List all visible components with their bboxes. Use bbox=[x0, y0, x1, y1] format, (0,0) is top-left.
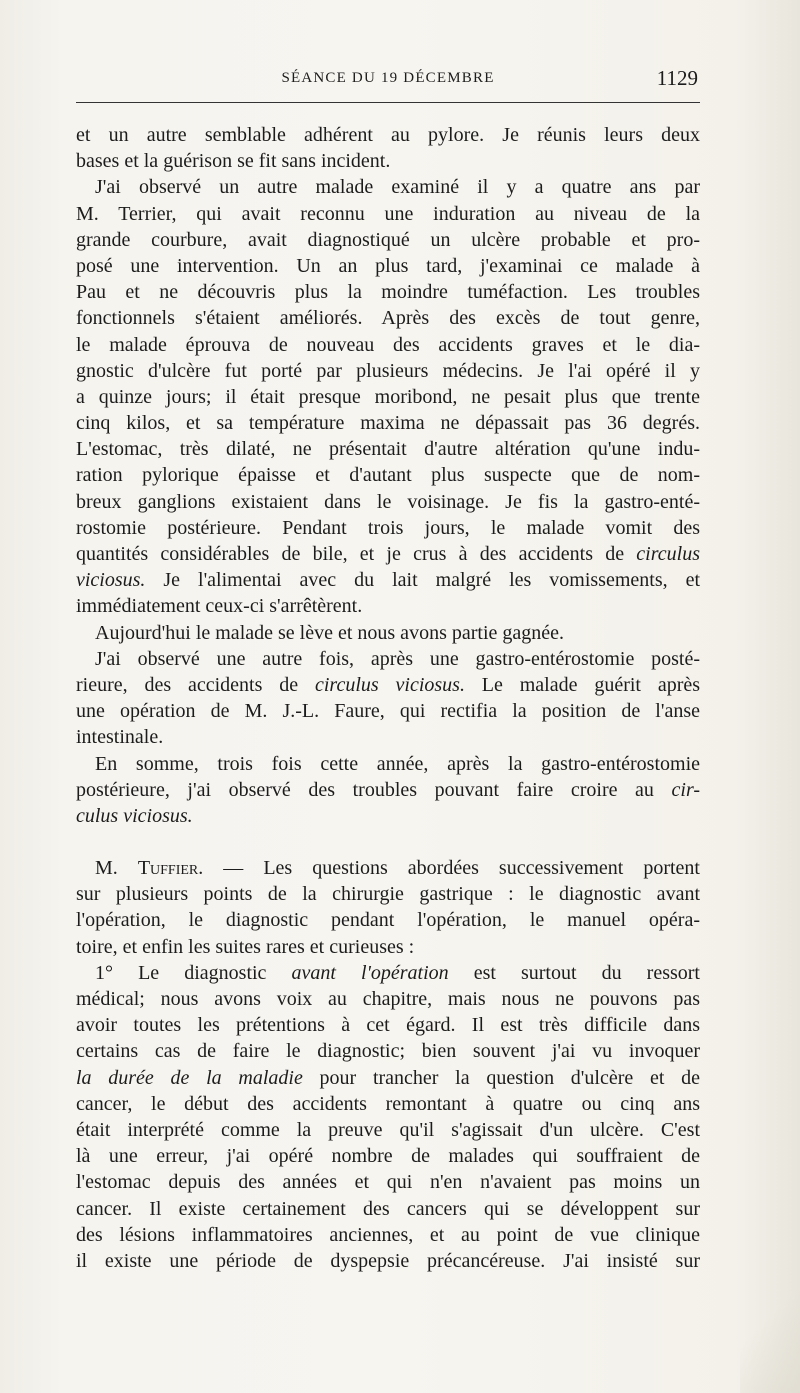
text-line: cinq kilos, et sa température maxima ne dépassait pas 36 degrés. bbox=[76, 412, 700, 435]
text-run: Je l'alimentai avec du lait malgré les vomissements, et bbox=[145, 569, 700, 592]
text-line: le malade éprouva de nouveau des accidents graves et le dia- bbox=[76, 333, 700, 356]
italic-term: la durée de la maladie bbox=[76, 1066, 303, 1089]
text-run: postérieure, j'ai observé des troubles pouvant faire croire au bbox=[76, 778, 672, 801]
text-line: bases et la guérison se fit sans incident. bbox=[76, 150, 391, 173]
text-line bbox=[76, 541, 700, 567]
text-line: cancer. Il existe certainement des cancers qui se développent sur bbox=[76, 1197, 700, 1220]
text-line: J'ai observé un autre malade examiné il y a quatre ans par bbox=[95, 176, 700, 199]
text-line: a quinze jours; il était presque moribond, ne pesait plus que trente bbox=[76, 385, 700, 408]
text-line bbox=[76, 672, 700, 698]
text-line: ration pylorique épaisse et d'autant plus suspecte que de nom- bbox=[76, 464, 700, 487]
text-line bbox=[76, 777, 700, 803]
text-line: Pau et ne découvris plus la moindre tuméfaction. Les troubles bbox=[76, 281, 700, 304]
text-line: certains cas de faire le diagnostic; bien souvent j'ai vu invoquer bbox=[76, 1040, 700, 1063]
text-line: était interprété comme la preuve qu'il s'agissait d'un ulcère. C'est bbox=[76, 1118, 700, 1141]
text-line bbox=[76, 855, 700, 881]
text-line: toire, et enfin les suites rares et curieuses : bbox=[76, 935, 415, 958]
text-line: rostomie postérieure. Pendant trois jours, le malade vomit des bbox=[76, 516, 700, 539]
body-text bbox=[76, 122, 700, 1274]
text-line bbox=[76, 1065, 700, 1091]
text-line bbox=[76, 567, 700, 593]
paragraph-gap bbox=[76, 829, 700, 855]
text-line: Aujourd'hui le malade se lève et nous avons partie gagnée. bbox=[95, 621, 565, 644]
text-line: il existe une période de dyspepsie précancéreuse. J'ai insisté sur bbox=[76, 1249, 700, 1272]
text-run: . — Les questions abordées successivement portent bbox=[198, 857, 700, 880]
text-line: En somme, trois fois cette année, après la gastro-entérostomie bbox=[95, 752, 700, 775]
text-line: L'estomac, très dilaté, ne présentait d'autre altération qu'une indu- bbox=[76, 438, 700, 461]
italic-term: viciosus. bbox=[76, 569, 146, 592]
text-line: et un autre semblable adhérent au pylore. Je réunis leurs deux bbox=[76, 124, 700, 146]
text-run: quantités considérables de bile, et je crus à des accidents de bbox=[76, 543, 637, 565]
text-line: immédiatement ceux-ci s'arrêtèrent. bbox=[76, 595, 363, 618]
text-line: intestinale. bbox=[76, 726, 164, 749]
text-line: une opération de M. J.-L. Faure, qui rectifia la position de l'anse bbox=[76, 700, 700, 723]
italic-term: cir- bbox=[671, 778, 700, 801]
italic-term: circulus bbox=[636, 543, 700, 565]
page-number: 1129 bbox=[656, 66, 698, 90]
text-line: J'ai observé une autre fois, après une gastro-entérostomie posté- bbox=[95, 647, 700, 670]
running-header bbox=[76, 66, 700, 96]
text-line: sur plusieurs points de la chirurgie gastrique : le diagnostic avant bbox=[76, 883, 700, 906]
page-corner-shadow bbox=[740, 1273, 800, 1393]
text-line: fonctionnels s'étaient améliorés. Après des excès de tout genre, bbox=[76, 307, 700, 330]
text-line: l'estomac depuis des années et qui n'en n'avaient pas moins un bbox=[76, 1171, 700, 1194]
text-run: Le malade guérit après bbox=[464, 673, 701, 696]
italic-term: circulus viciosus. bbox=[314, 673, 465, 696]
text-line bbox=[76, 960, 700, 986]
text-line: posé une intervention. Un an plus tard, j'examinai ce malade à bbox=[76, 254, 700, 277]
text-line bbox=[76, 803, 700, 829]
header-title: SÉANCE DU 19 DÉCEMBRE bbox=[281, 70, 495, 86]
text-line: breux ganglions existaient dans le voisinage. Je fis la gastro-enté- bbox=[76, 490, 700, 513]
text-line: avoir toutes les prétentions à cet égard. Il est très difficile dans bbox=[76, 1014, 700, 1037]
text-line: là une erreur, j'ai opéré nombre de malades qui souffraient de bbox=[76, 1145, 700, 1168]
text-line: M. Terrier, qui avait reconnu une induration au niveau de la bbox=[76, 202, 700, 225]
text-run: est surtout du ressort bbox=[448, 961, 700, 984]
text-run: 1° Le diagnostic bbox=[95, 961, 292, 984]
text-line: cancer, le début des accidents remontant à quatre ou cinq ans bbox=[76, 1092, 700, 1115]
text-line: grande courbure, avait diagnostiqué un ulcère probable et pro- bbox=[76, 228, 700, 251]
speaker-name: Tuffier bbox=[137, 857, 199, 880]
text-line: l'opération, le diagnostic pendant l'opération, le manuel opéra- bbox=[76, 909, 700, 932]
text-line: médical; nous avons voix au chapitre, mais nous ne pouvons pas bbox=[76, 988, 700, 1010]
text-run: rieure, des accidents de bbox=[76, 673, 315, 696]
text-line: des lésions inflammatoires anciennes, et au point de vue clinique bbox=[76, 1223, 700, 1246]
italic-term: avant l'opération bbox=[291, 961, 449, 984]
text-run: pour trancher la question d'ulcère et de bbox=[302, 1066, 701, 1089]
text-run: M. bbox=[95, 857, 138, 880]
text-line: gnostic d'ulcère fut porté par plusieurs médecins. Je l'ai opéré il y bbox=[76, 359, 700, 382]
italic-term: culus viciosus. bbox=[76, 804, 193, 827]
header-rule bbox=[76, 102, 700, 103]
